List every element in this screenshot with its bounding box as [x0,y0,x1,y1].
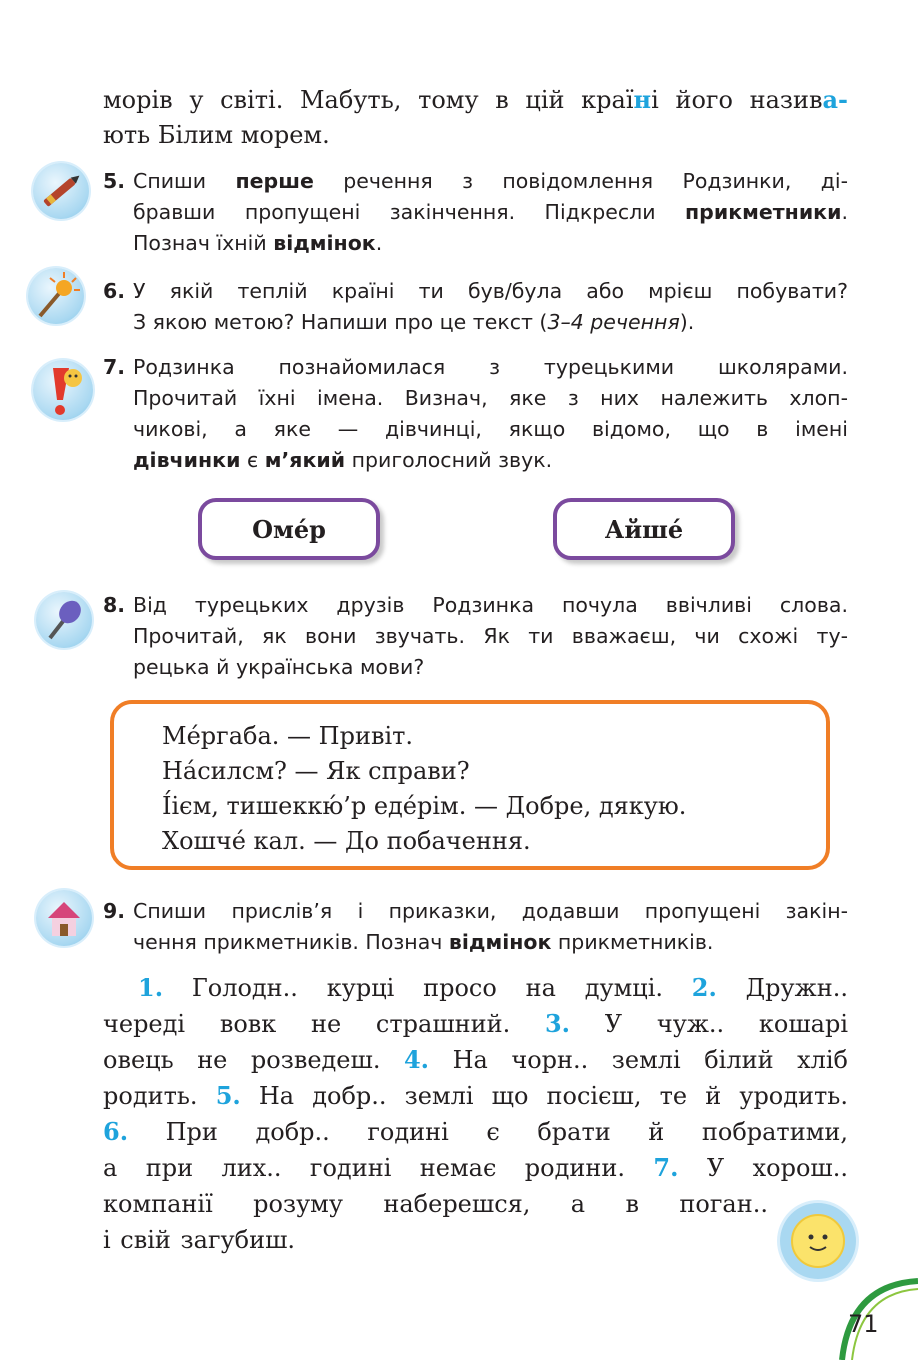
intro-line-2: ють Білим морем. [103,121,330,149]
microphone-icon [36,592,92,648]
phrase-line: І́ієм, тишеккю́’р еде́рім. — Добре, дякую. [162,792,687,820]
task-5: 5. Спиши перше речення з повідомлення Родзинки, ді- бравши пропущені закінчення. Підкресли прикметники. Познач їхній відмінок. [103,166,848,259]
magic-wand-icon [28,268,84,324]
exclamation-icon [33,360,93,420]
name-card-omer: Оме́р [198,498,380,560]
phrase-line: Хошче́ кал. — До побачення. [162,827,531,855]
task-9: 9. Спиши прислів’я і приказки, додавши пропущені закін- чення прикметників. Познач відмінок прикметників. [103,896,848,958]
task-6: 6. У якій теплій країні ти був/була або мрієш побувати? З якою метою? Напиши про це текст (3–4 речення). [103,276,848,338]
task-number: 5. [103,169,126,193]
intro-paragraph [103,82,848,153]
task-number: 8. [103,593,126,617]
name-card-ayshe: Айше́ [553,498,735,560]
phrases-box [110,700,830,870]
phrase-line: На́силсм? — Як справи? [162,757,470,785]
pen-icon [33,163,89,219]
task-number: 9. [103,899,126,923]
task-8: 8. Від турецьких друзів Родзинка почула ввічливі слова. Прочитай, як вони звучать. Як ти вважаєш, чи схожі ту- рецька й українська мови? [103,590,848,683]
smiley-icon [780,1203,856,1279]
task-7: 7. Родзинка познайомилася з турецькими школярами. Прочитай їхні імена. Визнач, яке з них належить хлоп- чикові, а яке — дівчинці, якщо відомо, що в імені дівчинки є м’який приголосний звук. [103,352,848,476]
page-number: 71 [848,1310,879,1338]
task-number: 7. [103,355,126,379]
intro-line-1: морів у світі. Мабуть, тому в цій країні його назива- [103,85,848,114]
task-number: 6. [103,279,126,303]
proverbs-text: 1. Голодн.. курці просо на думці. 2. Дружн.. череді вовк не страшний. 3. У чуж.. кошарі овець не розведеш. 4. На чорн.. землі білий хліб родить. 5. На добр.. землі що посієш, те й уродить. 6. При добр.. годині є брати й побратими, а при лих.. годині немає родини. 7. У хорош.. компанії розуму наберешся, а в поган.. і свій загубиш. [103,973,849,1254]
house-icon [36,890,92,946]
phrase-line: Ме́ргаба. — Привіт. [162,722,414,750]
